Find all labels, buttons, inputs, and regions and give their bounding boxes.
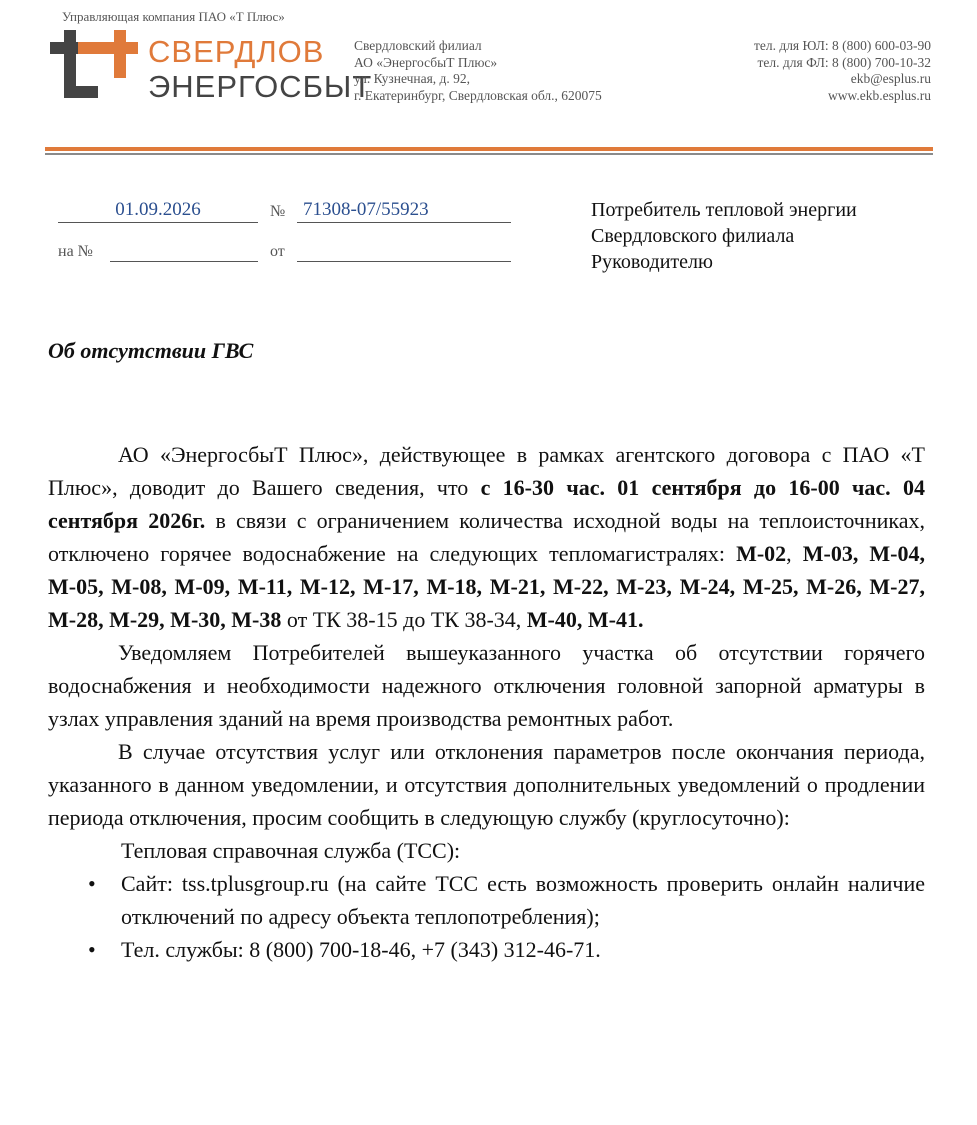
service-contacts-list	[48, 867, 925, 966]
bullet-icon: •	[88, 871, 96, 896]
recipient-line: Потребитель тепловой энергии	[591, 199, 857, 221]
address-line: АО «ЭнергосбыТ Плюс»	[354, 54, 498, 70]
address-line: Свердловский филиал	[354, 38, 482, 53]
logo-text-line1: СВЕРДЛОВ	[148, 34, 325, 69]
parent-company: Управляющая компания ПАО «Т Плюс»	[62, 9, 285, 24]
paragraph-outage: АО «ЭнергосбыТ Плюс», действующее в рамках агентского договора с ПАО «Т Плюс», доводит до Вашего сведения, что с 16-30 час. 01 сентября до 16-00 час. 04 сентября 2026г. в связи с ограничением количества исходной воды на теплоисточниках, отключено горячее водоснабжение на следующих тепломагистралях: М-02, М-03, М-04, М-05, М-08, М-09, М-11, М-12, М-17, М-18, М-21, М-22, М-23, М-24, М-25, М-26, М-27, М-28, М-29, М-30, М-38 от ТК 38-15 до ТК 38-34, М-40, М-41.	[48, 442, 926, 632]
reply-to-blank	[110, 260, 258, 262]
recipient-line: Свердловского филиала	[591, 225, 795, 247]
from-blank	[297, 260, 511, 262]
recipient-block	[591, 197, 857, 275]
list-item: • Сайт: tss.tplusgroup.ru (на сайте ТСС есть возможность проверить онлайн наличие отключений по адресу объекта теплопотребления);	[48, 867, 925, 933]
reply-to-label: на №	[58, 243, 93, 260]
recipient-line: Руководителю	[591, 251, 713, 273]
branch-address	[354, 38, 602, 104]
company-logo-icon	[50, 30, 138, 102]
list-item: • Тел. службы: 8 (800) 700-18-46, +7 (343) 312-46-71.	[48, 933, 925, 966]
letter-body	[48, 438, 925, 966]
email: ekb@esplus.ru	[850, 71, 931, 86]
header-divider-gray	[45, 153, 933, 155]
paragraph-contact-request: В случае отсутствия услуг или отклонения параметров после окончания периода, указанного в данном уведомлении, и отсутствия дополнительных уведомлений о продлении периода отключения, просим сообщить в следующую службу (круглосуточно):	[48, 739, 925, 830]
website: www.ekb.esplus.ru	[828, 87, 931, 103]
service-name: Тепловая справочная служба (ТСС):	[121, 838, 461, 863]
bullet-icon: •	[88, 937, 96, 962]
from-label: от	[270, 243, 285, 260]
header-divider-orange	[45, 147, 933, 151]
address-line: ул. Кузнечная, д. 92,	[354, 71, 471, 86]
address-line: г. Екатеринбург, Свердловская обл., 620075	[354, 87, 602, 103]
letter-date: 01.09.2026	[58, 198, 258, 223]
logo-text-line2: ЭНЕРГОСБЫТ	[148, 69, 373, 104]
phone-individual: тел. для ФЛ: 8 (800) 700-10-32	[757, 54, 931, 70]
letter-subject: Об отсутствии ГВС	[48, 338, 254, 363]
number-label: №	[270, 203, 286, 220]
letter-number: 71308-07/55923	[297, 198, 511, 223]
phone-legal: тел. для ЮЛ: 8 (800) 600-03-90	[753, 38, 931, 53]
paragraph-notice: Уведомляем Потребителей вышеуказанного участка об отсутствии горячего водоснабжения и необходимости надежного отключения головной запорной арматуры в узлах управления зданий на время производства ремонтных работ.	[48, 640, 925, 731]
contact-info	[754, 38, 931, 104]
